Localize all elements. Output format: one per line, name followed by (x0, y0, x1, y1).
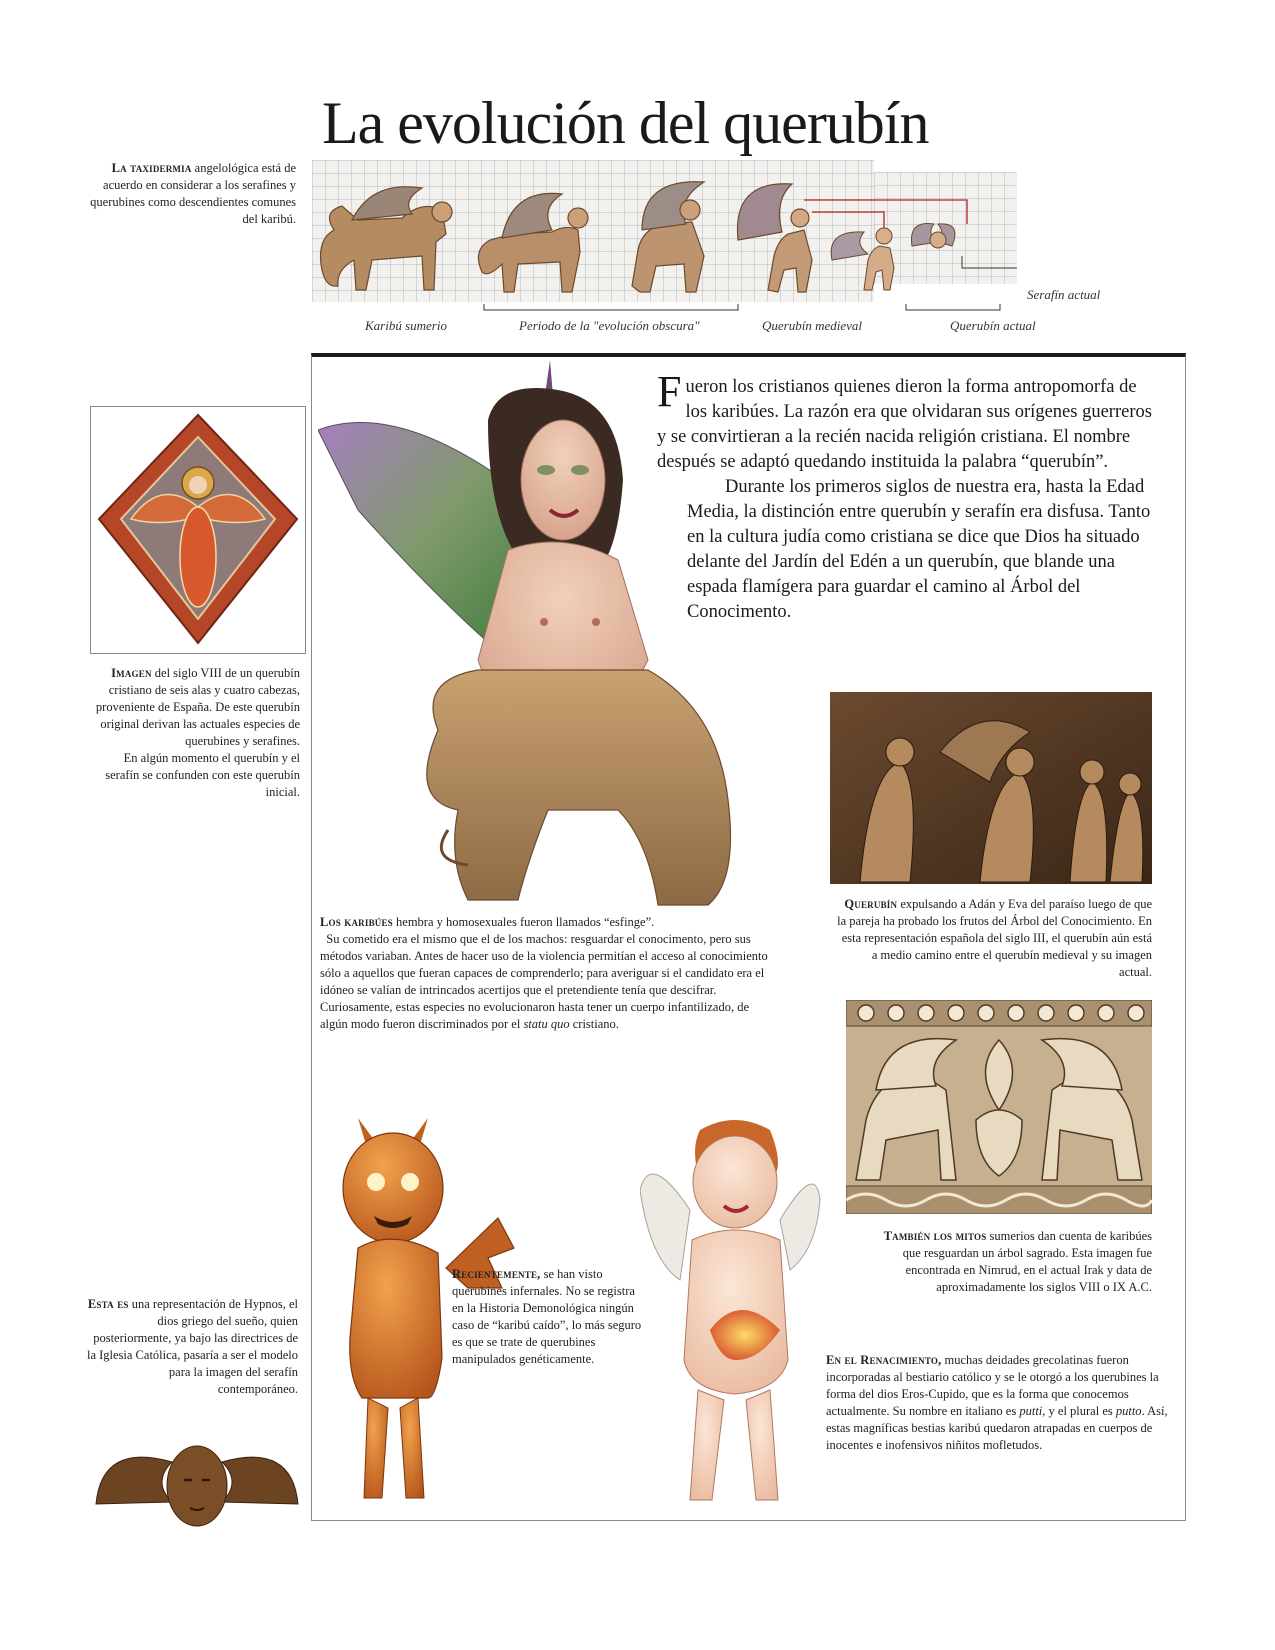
hypnos-caption-lead: Esta es (87, 1297, 129, 1311)
karibues-caption-italic: statu quo (523, 1017, 570, 1031)
nimrud-relief-photo (846, 1000, 1152, 1214)
mitos-caption (880, 1228, 1152, 1296)
renacimiento-caption-text-1: muchas deidades grecolatinas fueron incorporadas al bestiario católico y se le otorgó a los querubines la forma del dios Eros-Cupido, que es la forma que conocemos actualmente. Su nombre en italiano es (826, 1353, 1159, 1418)
querubin-caption-text: expulsando a Adán y Eva del paraíso luego de que la pareja ha probado los frutos del Árbol del Conocimiento. En esta representación española del siglo III, el querubín aún está a medio camino entre el querubín medieval y su imagen actual. (837, 897, 1152, 979)
renacimiento-caption (826, 1352, 1178, 1454)
drop-cap: F (657, 367, 682, 416)
cupid-cherub-illustration (640, 1110, 830, 1510)
renacimiento-caption-text-2: , y el plural es (1042, 1404, 1116, 1418)
renacimiento-caption-putto: putto (1115, 1404, 1142, 1418)
renacimiento-caption-text-3: . Así, estas magníficas bestias karibú quedaron atrapadas en cuerpos de inocentes e inofensivos niñitos mofletudos. (826, 1404, 1168, 1452)
page-title: La evolución del querubín (322, 90, 929, 156)
body-paragraph-1: ueron los cristianos quienes dieron la forma antropomorfa de los karibúes. La razón era que olvidaran sus orígenes guerreros y se convirtieran a la recién nacida religión cristiana. El nombre después se adaptó quedando instituida la palabra “querubín”. (657, 377, 1152, 472)
taxidermia-caption-lead: La taxidermia (111, 161, 192, 175)
querubin-caption-lead: Querubín (844, 897, 898, 911)
label-querubin-medieval: Querubín medieval (762, 318, 863, 333)
taxidermia-caption-text: angelológica está de acuerdo en considerar a los serafines y querubines como descendientes comunes del karibú. (90, 161, 296, 226)
hypnos-head-image (92, 1432, 302, 1532)
recientemente-caption (452, 1266, 642, 1368)
mitos-caption-lead: También los mitos (883, 1229, 987, 1243)
evolution-figure-2 (478, 193, 588, 292)
imagen-caption-text: del siglo VIII de un querubín cristiano de seis alas y cuatro cabezas, proveniente de España. De este querubín original derivan las actuales especies de querubines y serafines. (95, 666, 300, 748)
imagen-caption (92, 665, 300, 801)
adan-eva-relief-photo (830, 692, 1152, 884)
karibues-caption-lead: Los karibúes (320, 915, 393, 929)
taxidermia-caption (86, 160, 296, 228)
evolution-illustration (312, 160, 1017, 308)
evolution-strip (312, 160, 1017, 308)
body-paragraph-2: Durante los primeros siglos de nuestra era, hasta la Edad Media, la distinción entre querubín y serafín era disfusa. Tanto en la cultura judía como cristiana se dice que Dios ha situado delante del Jardín del Edén a un querubín, que blande una espada flamígera para guardar el camino al Árbol del Conocimento. (687, 477, 1151, 622)
karibues-caption-text-3: cristiano. (569, 1017, 619, 1031)
evolution-figure-3 (632, 182, 704, 292)
evolution-figure-6 (911, 223, 954, 248)
recientemente-caption-text: se han visto querubines infernales. No se registra en la Historia Demonológica ningún caso de “karibú caído”, lo más seguro es que se trate de querubines manipulados genéticamente. (452, 1267, 642, 1366)
cherub-miniature-frame (90, 406, 306, 654)
renacimiento-caption-lead: En el Renacimiento, (826, 1353, 942, 1367)
sphinx-illustration (318, 360, 768, 930)
label-karibu-sumerio: Karibú sumerio (365, 318, 447, 333)
label-periodo-evolucion: Periodo de la "evolución obscura" (519, 318, 700, 333)
label-querubin-actual: Querubín actual (950, 318, 1036, 333)
evolution-figure-5 (831, 228, 894, 290)
karibu-figure (321, 187, 453, 290)
karibues-caption-text-2: Su cometido era el mismo que el de los machos: resguardar el conocimento, pero sus métodos variaban. Antes de hacer uso de la violencia permitían el acceso al conocimiento sólo a aquellos que fueran capaces de comprenderlo; para averiguar si el candidato era el idóneo se valían de intrincados acertijos que el pretendiente tenía que descifrar. Curiosamente, estas especies no evolucionaron hasta tener un cuerpo infantilizado, de algún modo fueron discriminados por el (320, 932, 768, 1031)
recientemente-caption-lead: Recientemente, (452, 1267, 541, 1281)
karibues-caption-text-1: hembra y homosexuales fueron llamados “esfinge”. (392, 915, 655, 929)
imagen-caption-lead: Imagen (111, 666, 152, 680)
querubin-caption (836, 896, 1152, 981)
karibues-caption (320, 914, 770, 1033)
hypnos-caption-text: una representación de Hypnos, el dios griego del sueño, quien posteriormente, ya bajo las directrices de la Iglesia Católica, pasaría a ser el modelo para la imagen del serafín contemporáneo. (86, 1297, 298, 1396)
hypnos-caption (86, 1296, 298, 1398)
cherub-miniature-image (91, 407, 305, 653)
label-serafin-actual: Serafín actual (1027, 287, 1101, 302)
evolution-figure-4 (737, 184, 812, 292)
mitos-caption-text: sumerios dan cuenta de karibúes que resguardan un árbol sagrado. Esta imagen fue encontrada en Nimrud, en el actual Irak y data de aproximadamente los siglos VIII o IX A.C. (902, 1229, 1152, 1294)
renacimiento-caption-putti: putti (1019, 1404, 1043, 1418)
imagen-caption-text-2: En algún momento el querubín y el serafín se confunden con este querubín inicial. (105, 751, 300, 799)
